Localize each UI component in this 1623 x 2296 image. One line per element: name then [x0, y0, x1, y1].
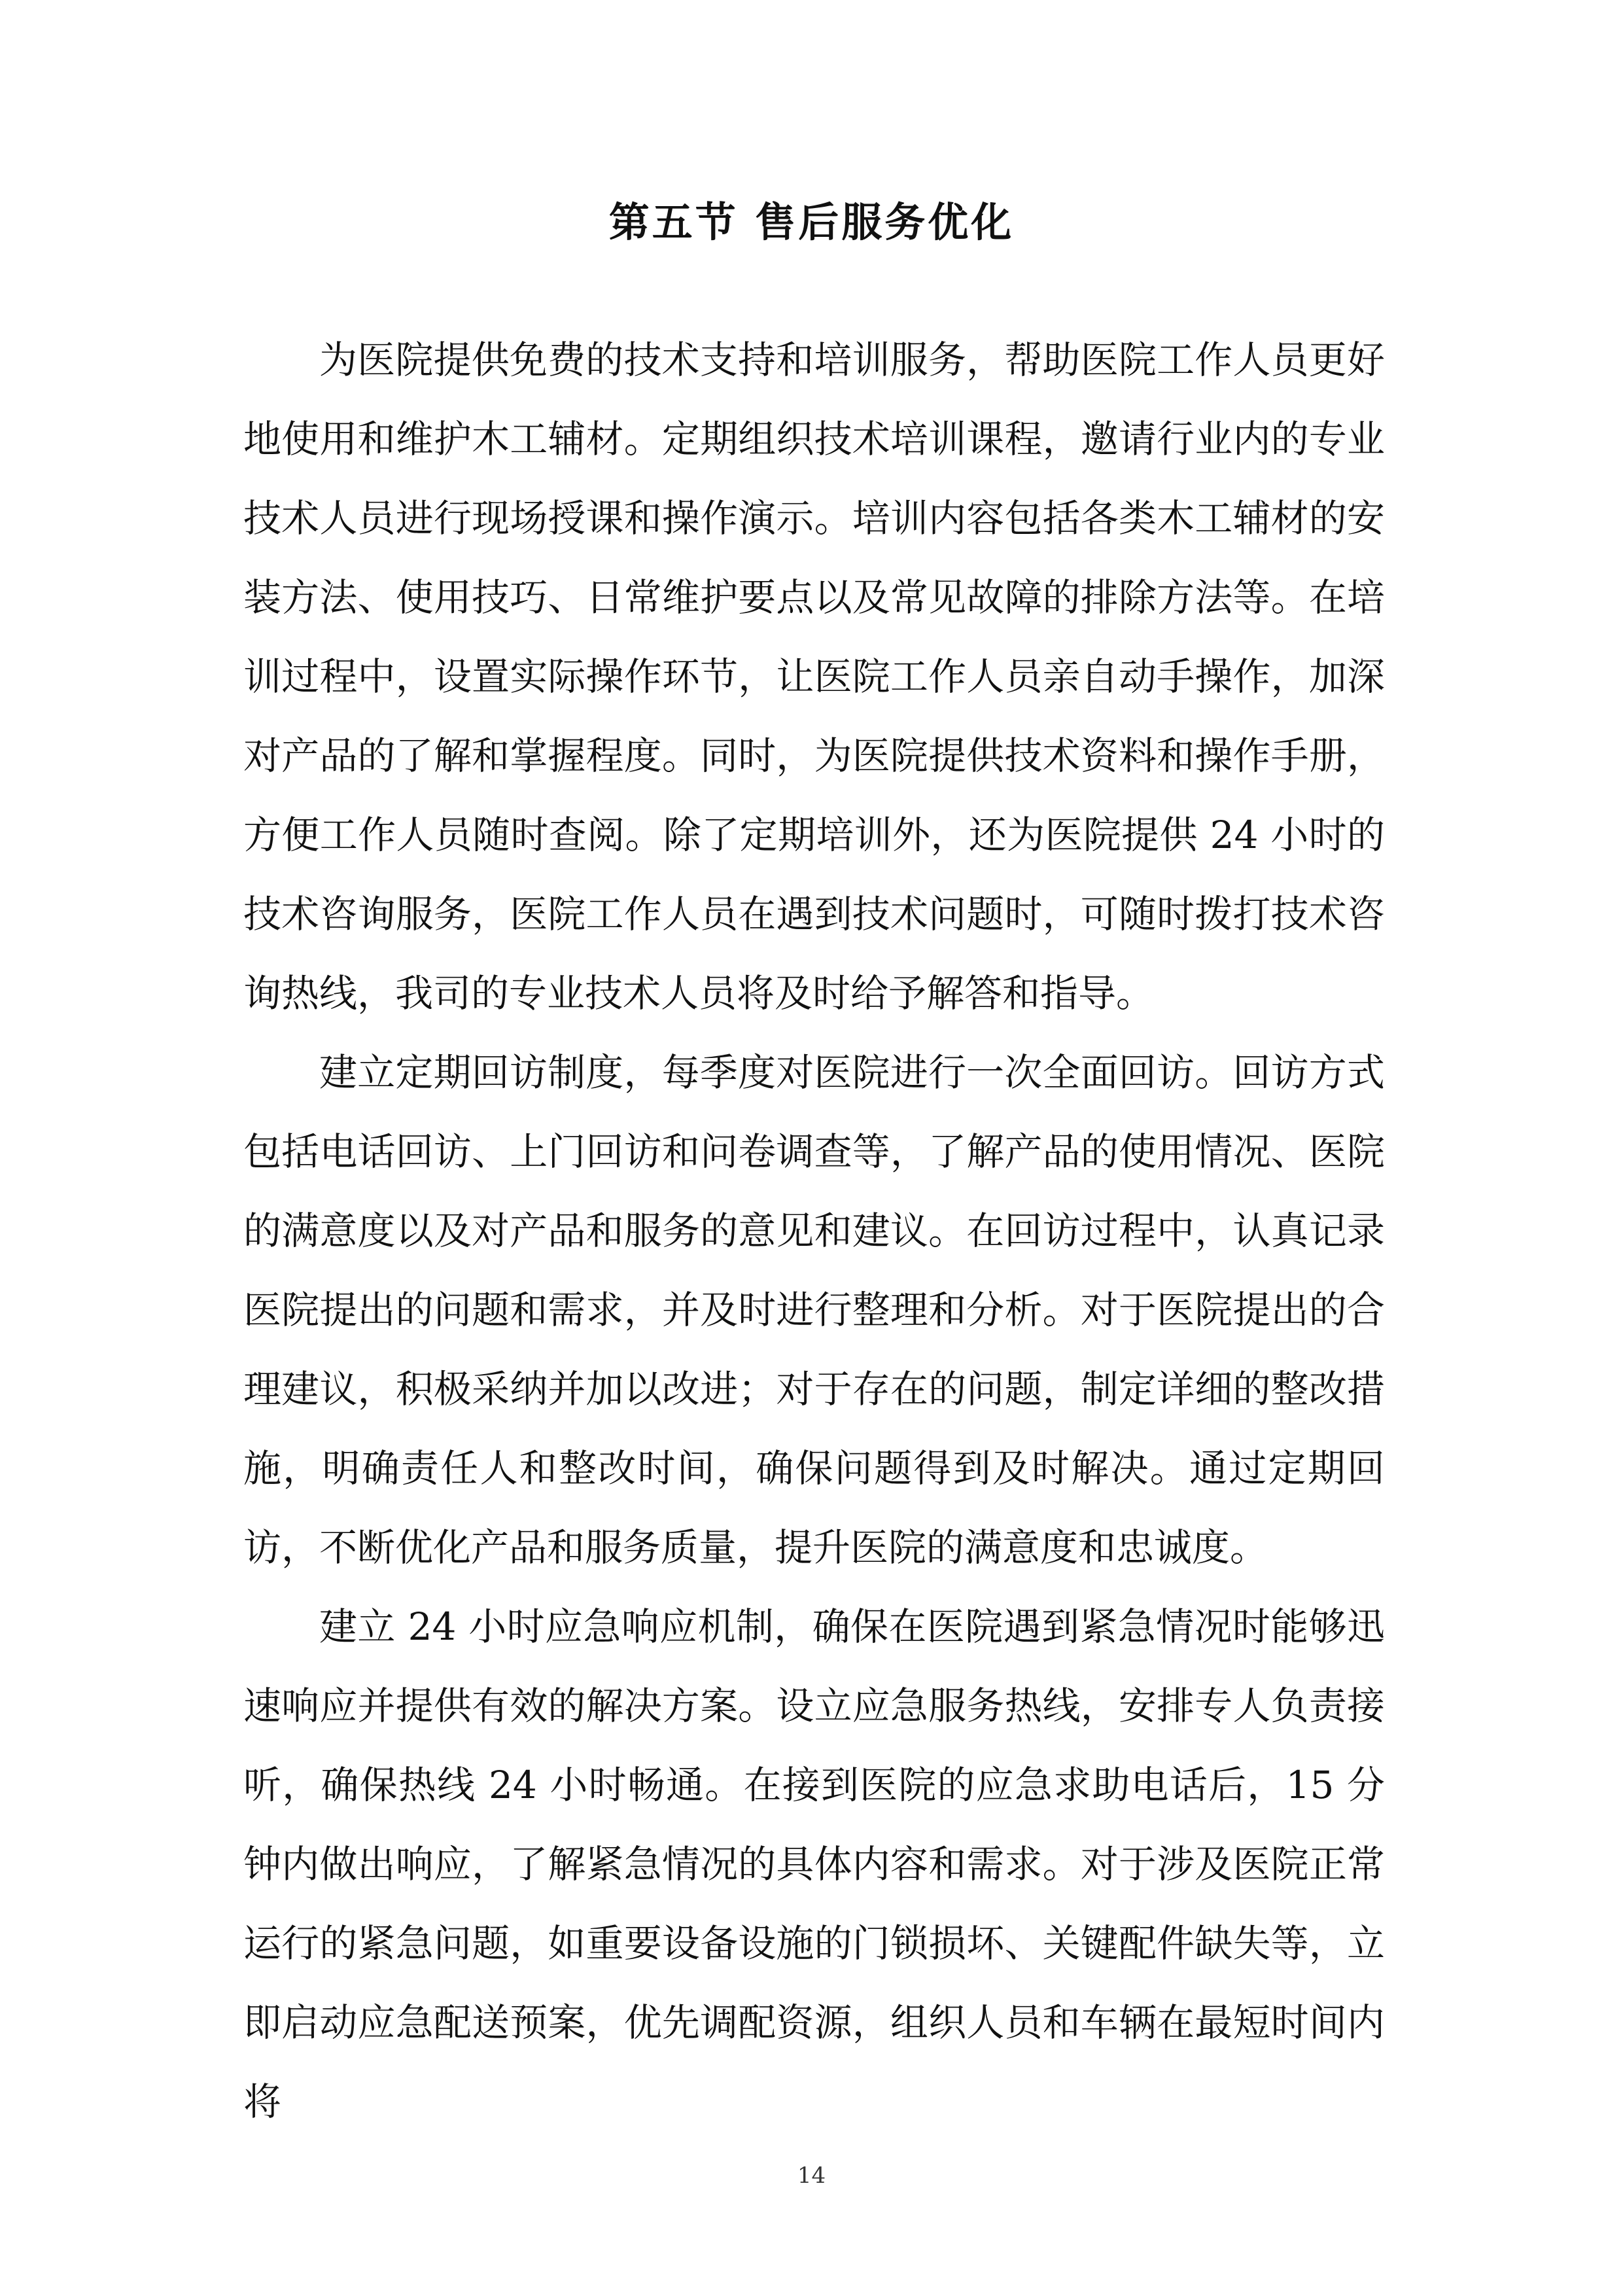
paragraph-regular-followup: 建立定期回访制度，每季度对医院进行一次全面回访。回访方式包括电话回访、上门回访和问卷调查等，了解产品的使用情况、医院的满意度以及对产品和服务的意见和建议。在回访过程中，认真记录医院提出的问题和需求，并及时进行整理和分析。对于医院提出的合理建议，积极采纳并加以改进；对于存在的问题，制定详细的整改措施，明确责任人和整改时间，确保问题得到及时解决。通过定期回访，不断优化产品和服务质量，提升医院的满意度和忠诚度。	[243, 1050, 1385, 1570]
page-number: 14	[797, 2163, 826, 2189]
paragraph-emergency-response: 建立 24 小时应急响应机制，确保在医院遇到紧急情况时能够迅速响应并提供有效的解决方案。设立应急服务热线，安排专人负责接听，确保热线 24 小时畅通。在接到医院的应急求助电话后，15 分钟内做出响应，了解紧急情况的具体内容和需求。对于涉及医院正常运行的紧急问题，如重要设备设施的门锁损坏、关键配件缺失等，立即启动应急配送预案，优先调配资源，组织人员和车辆在最短时间内将	[243, 1604, 1385, 2124]
section-title: 第五节 售后服务优化	[608, 198, 1015, 246]
body-text	[243, 321, 1385, 2142]
paragraph-technical-support: 为医院提供免费的技术支持和培训服务，帮助医院工作人员更好地使用和维护木工辅材。定期组织技术培训课程，邀请行业内的专业技术人员进行现场授课和操作演示。培训内容包括各类木工辅材的安装方法、使用技巧、日常维护要点以及常见故障的排除方法等。在培训过程中，设置实际操作环节，让医院工作人员亲自动手操作，加深对产品的了解和掌握程度。同时，为医院提供技术资料和操作手册，方便工作人员随时查阅。除了定期培训外，还为医院提供 24 小时的技术咨询服务，医院工作人员在遇到技术问题时，可随时拨打技术咨询热线，我司的专业技术人员将及时给予解答和指导。	[243, 338, 1385, 1016]
